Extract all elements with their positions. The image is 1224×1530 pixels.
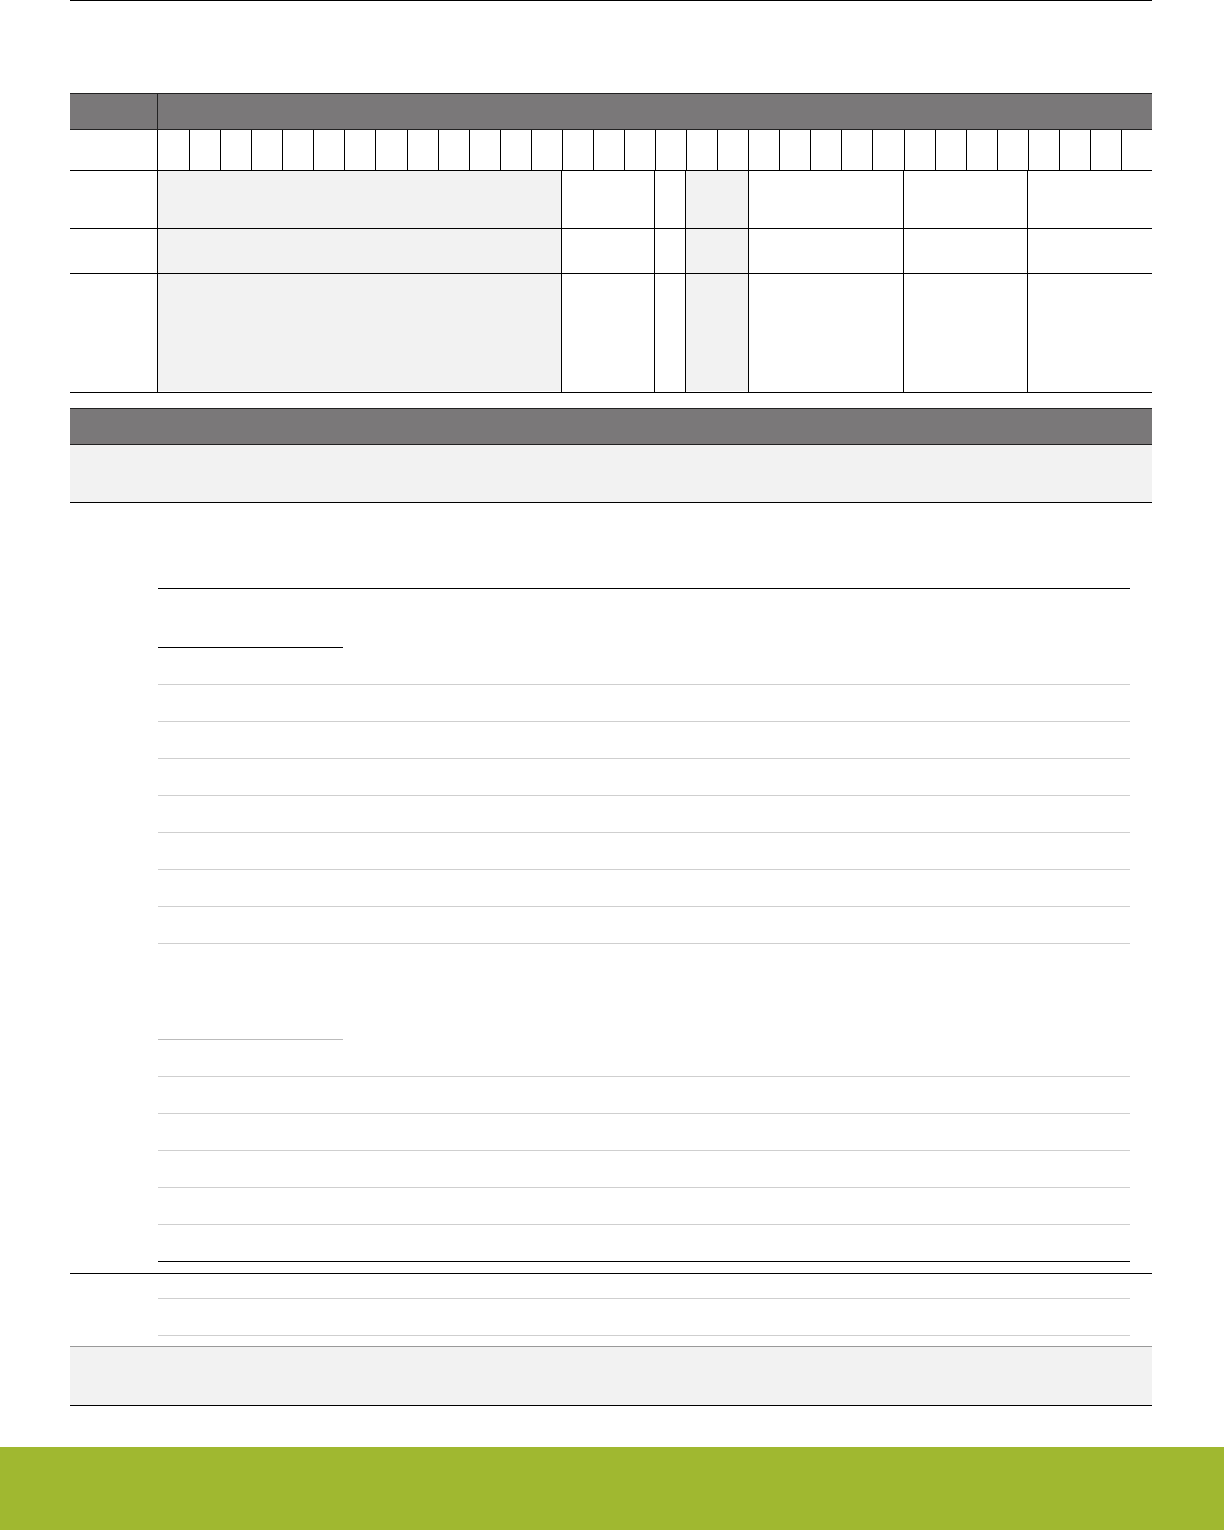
bit-cell-divider: [966, 130, 967, 170]
bit-cell-divider: [438, 130, 439, 170]
group-heading-underline: [158, 1039, 343, 1040]
table-row: [158, 1150, 1130, 1151]
bit-cell-divider: [686, 130, 687, 170]
bit-cell-divider: [251, 130, 252, 170]
table-row: [158, 1187, 1130, 1188]
description-header: [70, 408, 1152, 445]
field-divider: [903, 170, 904, 392]
bit-cell-divider: [997, 130, 998, 170]
table-row: [158, 1298, 1130, 1299]
footer-bar: [0, 1447, 1224, 1530]
table-row: [158, 1335, 1130, 1336]
bit-cell-divider: [779, 130, 780, 170]
bit-cell-divider: [562, 130, 563, 170]
bit-cell-divider: [375, 130, 376, 170]
bit-cell-divider: [810, 130, 811, 170]
bit-cell-divider: [189, 130, 190, 170]
register-table-bottom: [70, 392, 1152, 393]
bit-cell-divider: [469, 130, 470, 170]
field-divider: [654, 170, 655, 392]
name-row-bottom: [70, 228, 1152, 229]
right-edge-strip: [1218, 0, 1224, 1447]
field-table-bottom: [158, 1261, 1130, 1262]
type-row-bottom: [70, 273, 1152, 274]
table-row: [158, 832, 1130, 833]
bit-cell-divider: [748, 130, 749, 170]
note-bottom: [70, 1405, 1152, 1406]
bit-cell-divider: [655, 130, 656, 170]
table-row: [158, 758, 1130, 759]
section-rule: [70, 1273, 1152, 1274]
note-body: [70, 1347, 1152, 1405]
bit-cell-divider: [1028, 130, 1029, 170]
bit-cell-divider: [717, 130, 718, 170]
bit-cell-divider: [531, 130, 532, 170]
table-row: [158, 1113, 1130, 1114]
page-top-rule: [70, 0, 1152, 1]
description-bottom: [70, 502, 1152, 503]
bit-cell-divider: [220, 130, 221, 170]
table-row: [158, 1076, 1130, 1077]
description-body: [70, 445, 1152, 502]
field-divider: [685, 170, 686, 392]
table-row: [158, 684, 1130, 685]
bit-cell-divider: [935, 130, 936, 170]
bit-cell-divider: [593, 130, 594, 170]
reserved-field-shade: [158, 171, 562, 391]
table-row: [158, 869, 1130, 870]
table-row: [158, 721, 1130, 722]
bit-cell-divider: [1059, 130, 1060, 170]
reserved-bit-shade: [686, 171, 748, 391]
bit-cell-divider: [500, 130, 501, 170]
bit-cell-divider: [1121, 130, 1122, 170]
bit-cell-divider: [344, 130, 345, 170]
table-row: [158, 906, 1130, 907]
bit-cell-divider: [872, 130, 873, 170]
table-row: [158, 1224, 1130, 1225]
group-heading-underline: [158, 647, 343, 648]
table-row: [158, 795, 1130, 796]
register-table-header: [70, 93, 1152, 130]
field-divider: [561, 170, 562, 392]
bit-cell-divider: [1090, 130, 1091, 170]
field-divider: [1027, 170, 1028, 392]
bit-cell-divider: [282, 130, 283, 170]
bit-cell-divider: [841, 130, 842, 170]
field-divider: [748, 170, 749, 392]
table-row: [158, 943, 1130, 944]
header-divider: [157, 93, 158, 130]
bit-cell-divider: [407, 130, 408, 170]
bit-cell-divider: [313, 130, 314, 170]
field-table-top: [158, 588, 1130, 589]
bit-cell-divider: [624, 130, 625, 170]
bit-cell-divider: [904, 130, 905, 170]
